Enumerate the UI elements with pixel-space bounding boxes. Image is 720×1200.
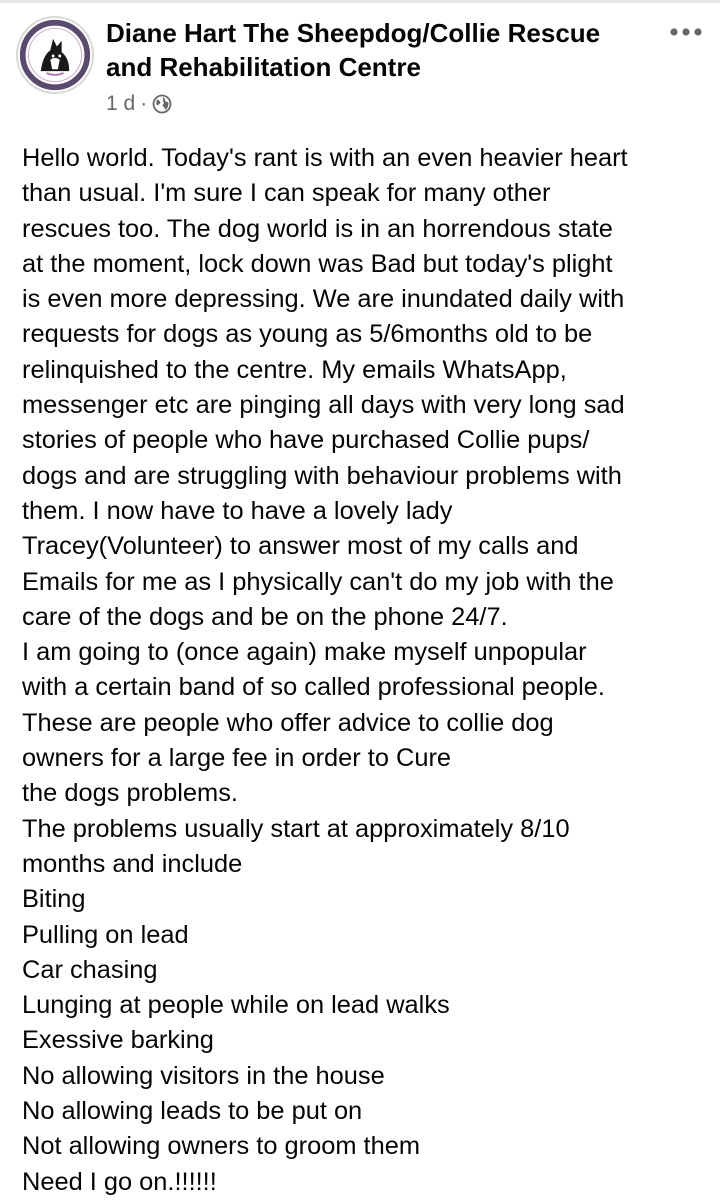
post-text-line: Tracey(Volunteer) to answer most of my calls and <box>22 532 579 561</box>
rescue-logo-icon <box>18 18 92 92</box>
post-text <box>22 141 712 1200</box>
post-text-line: stories of people who have purchased Collie pups/ <box>22 426 590 455</box>
page-name-line-1: Diane Hart The Sheepdog/Collie Rescue <box>106 18 601 48</box>
post-text-line: These are people who offer advice to collie dog <box>22 708 554 737</box>
author-avatar[interactable] <box>16 16 94 94</box>
post-text-line: Pulling on lead <box>22 920 189 949</box>
meta-separator: · <box>140 92 148 115</box>
post-text-line: than usual. I'm sure I can speak for many other <box>22 179 551 208</box>
post-text-line: is even more depressing. We are inundated daily with <box>22 285 625 314</box>
post-text-line: No allowing visitors in the house <box>22 1061 385 1090</box>
post-text-line: No allowing leads to be put on <box>22 1097 363 1126</box>
post-text-line: Car chasing <box>22 955 158 984</box>
post-text-line: rescues too. The dog world is in an horrendous state <box>22 214 613 243</box>
globe-icon[interactable] <box>152 94 172 114</box>
post-text-line: care of the dogs and be on the phone 24/7. <box>22 602 508 631</box>
post-text-line: Emails for me as I physically can't do my job with the <box>22 567 614 596</box>
page-name-line-2: and Rehabilitation Centre <box>106 52 421 82</box>
post-meta <box>106 88 172 120</box>
post-text-line: Exessive barking <box>22 1026 214 1055</box>
post-header <box>0 0 720 130</box>
post-text-line: Need I go on.!!!!!! <box>22 1167 217 1196</box>
post-text-line: months and include <box>22 849 243 878</box>
post-timestamp[interactable]: 1 d <box>106 92 136 115</box>
post-text-line: Not allowing owners to groom them <box>22 1132 420 1161</box>
post-text-line: with a certain band of so called professional people. <box>22 673 605 702</box>
more-options-button[interactable] <box>662 16 710 48</box>
post-text-line: relinquished to the centre. My emails WhatsApp, <box>22 355 567 384</box>
post-text-line: The problems usually start at approximately 8/10 <box>22 814 570 843</box>
page-name[interactable] <box>106 16 646 84</box>
post-text-line: Hello world. Today's rant is with an even heavier heart <box>22 144 628 172</box>
post-text-line: owners for a large fee in order to Cure <box>22 744 452 773</box>
post-text-line: at the moment, lock down was Bad but today's plight <box>22 249 613 278</box>
post-text-line: dogs and are struggling with behaviour problems with <box>22 461 622 490</box>
post-text-line: I am going to (once again) make myself unpopular <box>22 638 587 667</box>
post-text-line: Lunging at people while on lead walks <box>22 991 450 1020</box>
post-text-line: messenger etc are pinging all days with very long sad <box>22 391 625 420</box>
post-text-line: Biting <box>22 885 86 914</box>
post-text-line: requests for dogs as young as 5/6months old to be <box>22 320 593 349</box>
post-text-line: them. I now have to have a lovely lady <box>22 496 453 525</box>
more-dots-icon <box>669 27 703 37</box>
post-text-line: the dogs problems. <box>22 779 238 808</box>
